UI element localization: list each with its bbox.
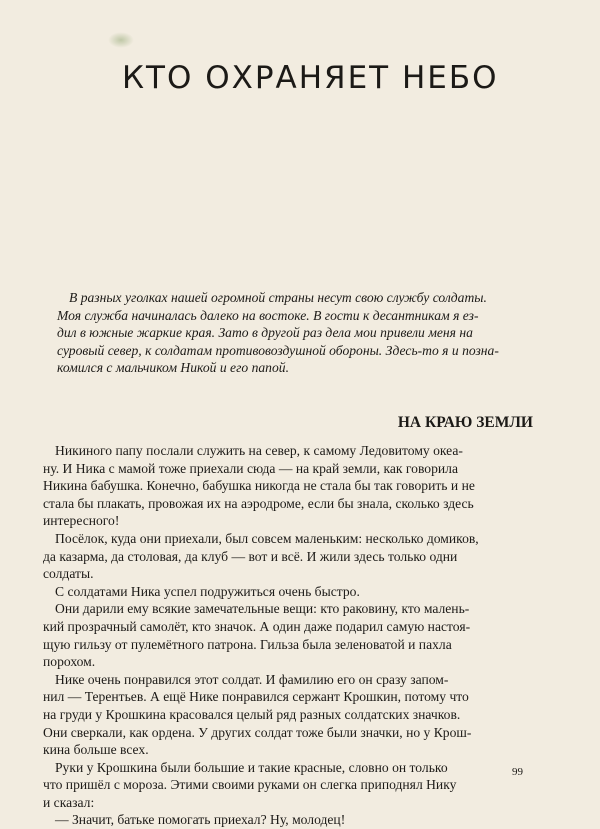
- intro-line: дил в южные жаркие края. Зато в другой раз дела мои привели меня на: [57, 325, 473, 341]
- body-line: Они дарили ему всякие замечательные вещи: кто раковину, кто малень-: [55, 601, 470, 617]
- body-line: кий прозрачный самолёт, кто значок. А один даже подарил самую настоя-: [43, 618, 471, 634]
- body-line: стала бы плакать, провожая их на аэродроме, если бы знала, сколько здесь: [43, 495, 474, 511]
- chapter-title: КТО ОХРАНЯЕТ НЕБО: [122, 60, 499, 96]
- body-line: Они сверкали, как ордена. У других солдат тоже были значки, но у Крош-: [43, 724, 472, 740]
- intro-line: суровый север, к солдатам противовоздушной обороны. Здесь-то я и позна-: [57, 342, 499, 358]
- body-line: — Значит, батьке помогать приехал? Ну, молодец!: [55, 812, 346, 828]
- body-line: Руки у Крошкина были большие и такие красные, словно он только: [55, 759, 448, 775]
- body-line: кина больше всех.: [43, 742, 149, 758]
- body-line: на груди у Крошкина красовался целый ряд разных солдатских значков.: [43, 706, 461, 722]
- body-line: что пришёл с мороза. Этими своими руками он слегка приподнял Нику: [43, 777, 457, 793]
- body-line: да казарма, да столовая, да клуб — вот и всё. И жили здесь только одни: [43, 548, 458, 564]
- body-line: С солдатами Ника успел подружиться очень быстро.: [55, 583, 360, 599]
- body-line: солдаты.: [43, 566, 94, 582]
- intro-line: Моя служба начиналась далеко на востоке. В гости к десантникам я ез-: [57, 307, 479, 323]
- body-line: интересного!: [43, 513, 120, 529]
- page-number: 99: [512, 766, 523, 778]
- body-line: Нике очень понравился этот солдат. И фамилию его он сразу запом-: [55, 671, 449, 687]
- intro-line: В разных уголках нашей огромной страны несут свою службу солдаты.: [69, 290, 487, 305]
- section-heading: НА КРАЮ ЗЕМЛИ: [397, 414, 533, 431]
- body-line: порохом.: [43, 654, 96, 670]
- intro-paragraph: [57, 289, 535, 377]
- intro-line: комился с мальчиком Никой и его папой.: [57, 360, 289, 376]
- body-text: [43, 442, 535, 829]
- body-line: Никина бабушка. Конечно, бабушка никогда не стала бы так говорить и не: [43, 478, 475, 494]
- body-line: ну. И Ника с мамой тоже приехали сюда — на край земли, как говорила: [43, 460, 458, 476]
- body-line: Посёлок, куда они приехали, был совсем маленьким: несколько домиков,: [55, 530, 479, 546]
- body-line: нил — Терентьев. А ещё Нике понравился сержант Крошкин, потому что: [43, 689, 469, 705]
- body-line: и сказал:: [43, 794, 95, 810]
- paper-stain: [108, 32, 134, 48]
- body-line: щую гильзу от пулемётного патрона. Гильза была зеленоватой и пахла: [43, 636, 452, 652]
- body-line: Никиного папу послали служить на север, к самому Ледовитому океа-: [55, 443, 463, 458]
